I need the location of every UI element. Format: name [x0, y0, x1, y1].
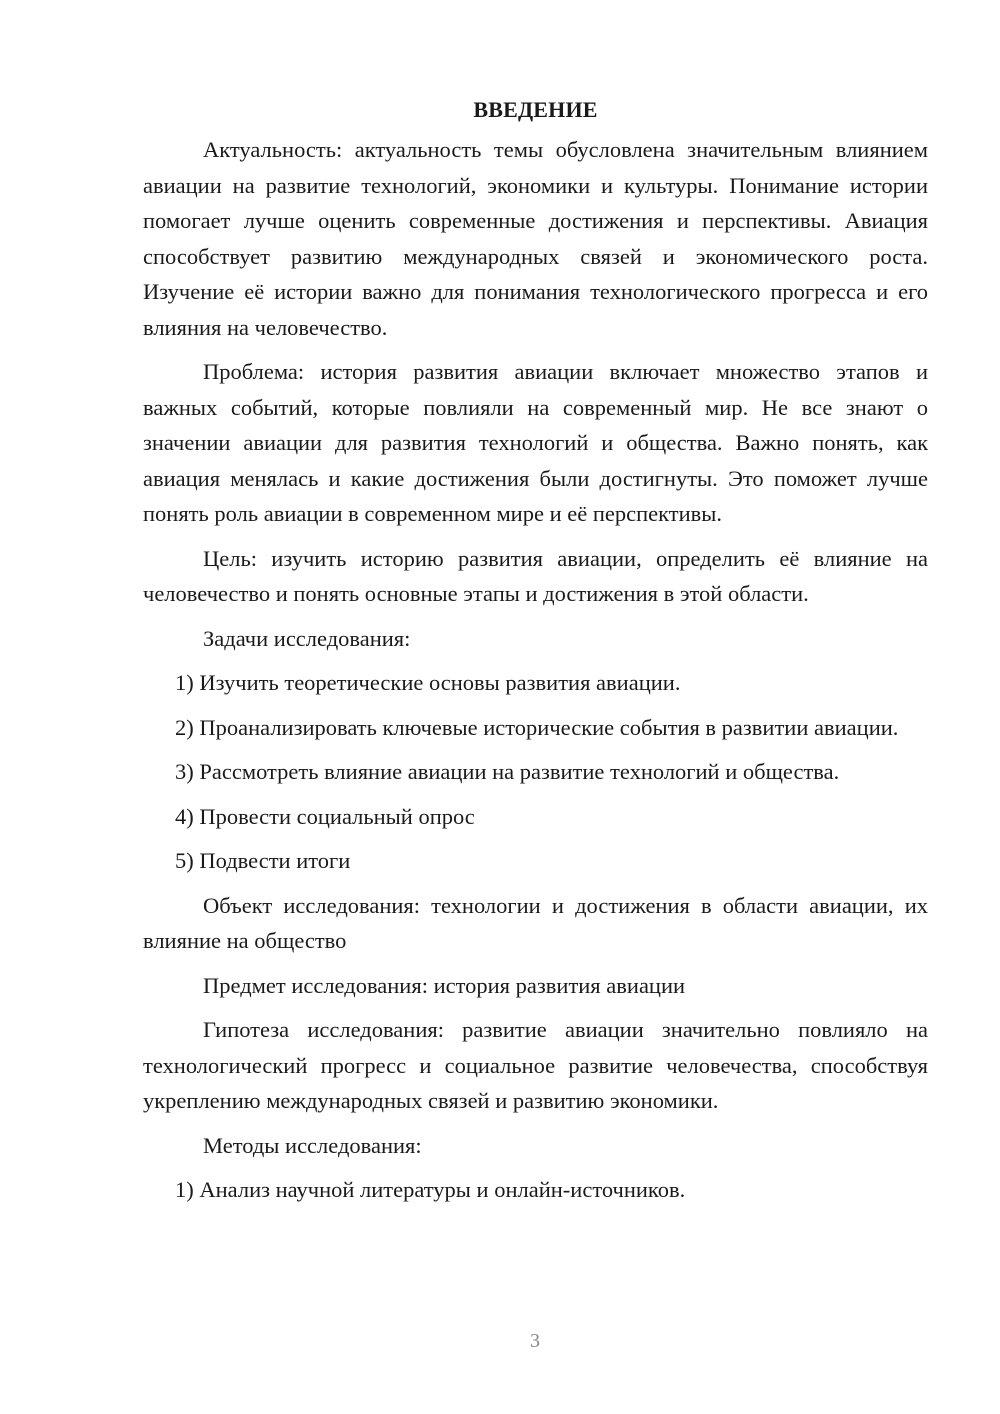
task-item: 2) Проанализировать ключевые исторические события в развитии авиации. [175, 714, 899, 740]
paragraph-goal: Цель: изучить историю развития авиации, определить её влияние на человечество и понять основные этапы и достижения в этой области. [143, 545, 928, 606]
task-item: 5) Подвести итоги [175, 848, 351, 873]
document-page [143, 92, 928, 1208]
paragraph-hypothesis: Гипотеза исследования: развитие авиации значительно повлияло на технологический прогресс и социальное развитие человечества, способствуя укреплению международных связей и развитию экономики. [143, 1017, 928, 1113]
page-number: 3 [530, 1330, 540, 1352]
paragraph-subject: Предмет исследования: история развития авиации [203, 972, 686, 998]
paragraph-problem: Проблема: история развития авиации включает множество этапов и важных событий, которые повлияли на современный мир. Не все знают о значении авиации для развития технологий и общества. Важно понять, как авиация менялась и какие достижения были достигнуты. Это поможет лучше понять роль авиации в современном мире и её перспективы. [143, 359, 928, 526]
task-item: 4) Провести социальный опрос [175, 803, 475, 829]
task-item: 3) Рассмотреть влияние авиации на развитие технологий и общества. [175, 759, 840, 784]
method-item: 1) Анализ научной литературы и онлайн-источников. [175, 1177, 686, 1202]
methods-heading: Методы исследования: [203, 1132, 422, 1158]
task-item: 1) Изучить теоретические основы развития авиации. [175, 670, 681, 695]
section-heading: ВВЕДЕНИЕ [473, 97, 598, 122]
tasks-heading: Задачи исследования: [203, 625, 411, 651]
paragraph-relevance: Актуальность: актуальность темы обусловлена значительным влиянием авиации на развитие технологий, экономики и культуры. Понимание истории помогает лучше оценить современные достижения и перспективы. Авиация способствует развитию международных связей и экономического роста. Изучение её истории важно для понимания технологического прогресса и его влияния на человечество. [143, 137, 928, 340]
paragraph-object: Объект исследования: технологии и достижения в области авиации, их влияние на общество [143, 892, 928, 953]
